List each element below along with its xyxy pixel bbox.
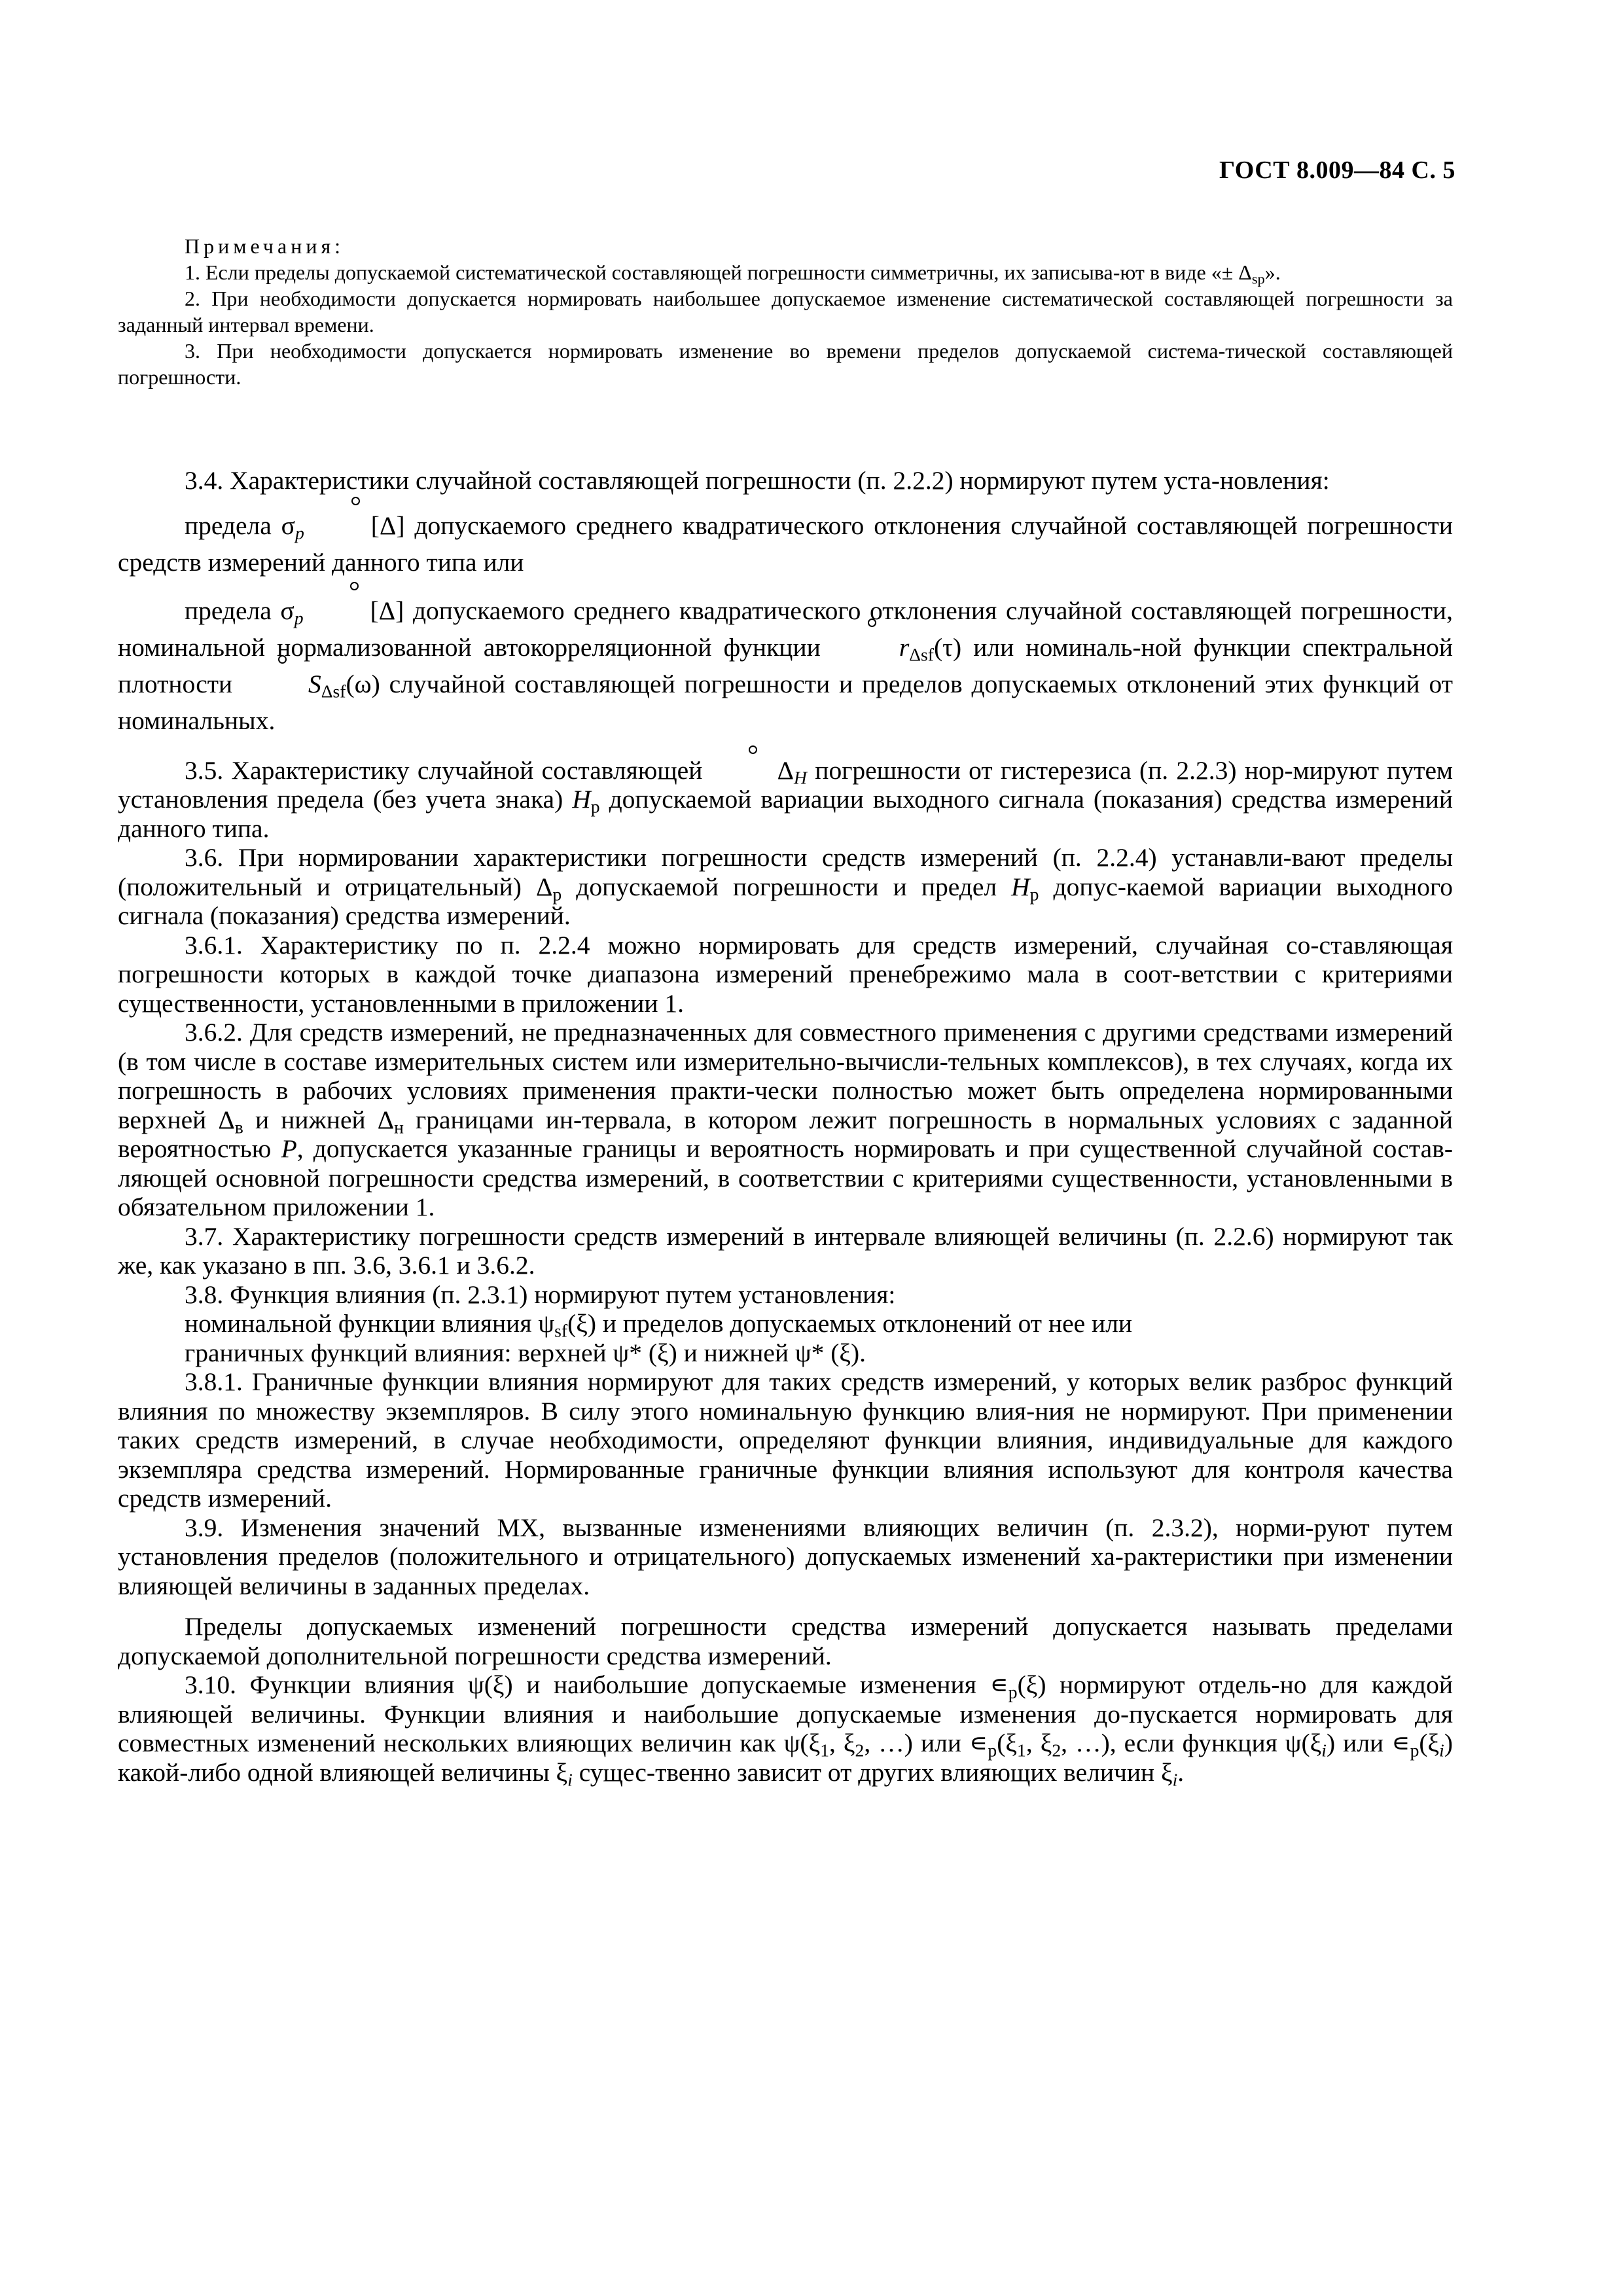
clause-3-7: 3.7. Характеристику погрешности средств измерений в интервале влияющей величины (п. 2.2.6) нормируют так же, как указано в пп. 3.6, 3.6.1 и 3.6.2. [118, 1221, 1453, 1280]
clause-3-4-item-a: предела $\sigma_p$ [Δ] допускаемого среднего квадратического отклонения случайной составляющей погрешности средств измерений данного типа или [118, 507, 1453, 581]
clause-3-6-1: 3.6.1. Характеристику по п. 2.2.4 можно нормировать для средств измерений, случайная со-ставляющая погрешности которых в каждой точке диапазона измерений пренебрежимо мала в соот-ветствии с критериями существенности, установленными в приложении 1. [118, 930, 1453, 1018]
note-1: 1. Если пределы допускаемой систематической составляющей погрешности симметричны, их записыва-ют в виде «± $\Delta_{sp}$». [185, 260, 1281, 287]
page-header: ГОСТ 8.009—84 С. 5 [1219, 156, 1455, 184]
clause-3-6-2: 3.6.2. Для средств измерений, не предназначенных для совместного применения с другими средствами измерений (в том числе в составе измерительных систем или измерительно-вычисли-тельных комплексов), в тех случаях, когда их погрешность в рабочих условиях применения практи-чески полностью может быть определена нормированными верхней $\Delta_в$ и нижней $\Delta_н$ границами ин-тервала, в котором лежит погрешность в нормальных условиях с заданной вероятностью P, допускается указанные границы и вероятность нормировать и при существенной случайной состав-ляющей основной погрешности средства измерений, в соответствии с критериями существенности, установленными в обязательном приложении 1. [118, 1018, 1453, 1221]
note-3: 3. При необходимости допускается нормировать изменение во времени пределов допускаемой система-тической составляющей погрешности. [118, 339, 1453, 389]
clause-3-9-para-2: Пределы допускаемых изменений погрешности средства измерений допускается называть пределами допускаемой дополнительной погрешности средства измерений. [118, 1612, 1453, 1670]
clause-3-6: 3.6. При нормировании характеристики погрешности средств измерений (п. 2.2.4) устанавли-вают пределы (положительный и отрицательный) $\Delta_р$ допускаемой погрешности и предел $H_р$ допус-каемой вариации выходного сигнала (показания) средства измерений. [118, 843, 1453, 930]
clause-3-8-line-1: номинальной функции влияния $\psi_{sf}(\xi)$ и пределов допускаемых отклонений от нее или [185, 1309, 1133, 1341]
note-2: 2. При необходимости допускается нормировать наибольшее допускаемое изменение систематической составляющей погрешности за заданный интервал времени. [118, 287, 1453, 336]
clause-3-4: 3.4. Характеристики случайной составляющей погрешности (п. 2.2.2) нормируют путем уста-новления: [185, 466, 1330, 495]
clause-3-10: 3.10. Функции влияния ψ(ξ) и наибольшие допускаемые изменения $∊_р(\xi)$ нормируют отдель-но для каждой влияющей величины. Функции влияния и наибольшие допускаемые изменения до-пускается нормировать для совместных изменений нескольких влияющих величин как $\psi(\xi_1$, $\xi_2$, …) или $∊_р(\xi_1$, $\xi_2$, …), если функция $\psi(\xi_i)$ или $∊_р(\xi_i)$ какой-либо одной влияющей величины $\xi_i$ сущес-твенно зависит от других влияющих величин $\xi_i$. [118, 1670, 1454, 1790]
main-text [118, 466, 1454, 1790]
notes-title: Примечания: [185, 234, 345, 258]
clause-3-4-item-b: предела $\sigma_p$ [Δ] допускаемого среднего квадратического отклонения случайной составляющей погрешности, номинальной нормализованной автокорреляционной функции $r_{\Delta sf}(\tau)$ или номиналь-ной функции спектральной плотности $S_{\Delta sf}(\omega)$ случайной составляющей погрешности и пределов допускаемых отклонений этих функций от номинальных. [118, 592, 1453, 739]
clause-3-8-line-2: граничных функций влияния: верхней ψ* (ξ) и нижней ψ* (ξ). [185, 1338, 866, 1367]
clause-3-9: 3.9. Изменения значений МХ, вызванные изменениями влияющих величин (п. 2.3.2), норми-руют путем установления пределов (положительного и отрицательного) допускаемых изменений ха-рактеристики при изменении влияющей величины в заданных пределах. [118, 1513, 1453, 1600]
clause-3-8-1: 3.8.1. Граничные функции влияния нормируют для таких средств измерений, у которых велик разброс функций влияния по множеству экземпляров. В силу этого номинальную функцию влия-ния не нормируют. При применении таких средств измерений, в случае необходимости, определяют функции влияния, индивидуальные для каждого экземпляра средства измерений. Нормированные граничные функции влияния используют для контроля качества средств измерений. [118, 1367, 1453, 1513]
clause-3-8: 3.8. Функция влияния (п. 2.3.1) нормируют путем установления: [185, 1280, 896, 1309]
clause-3-5: 3.5. Характеристику случайной составляющей $\Delta_H$ погрешности от гистерезиса (п. 2.2.3) нор-мируют путем установления предела (без учета знака) $H_р$ допускаемой вариации выходного сигнала (показания) средства измерений данного типа. [118, 755, 1453, 843]
notes-block [118, 233, 1453, 390]
